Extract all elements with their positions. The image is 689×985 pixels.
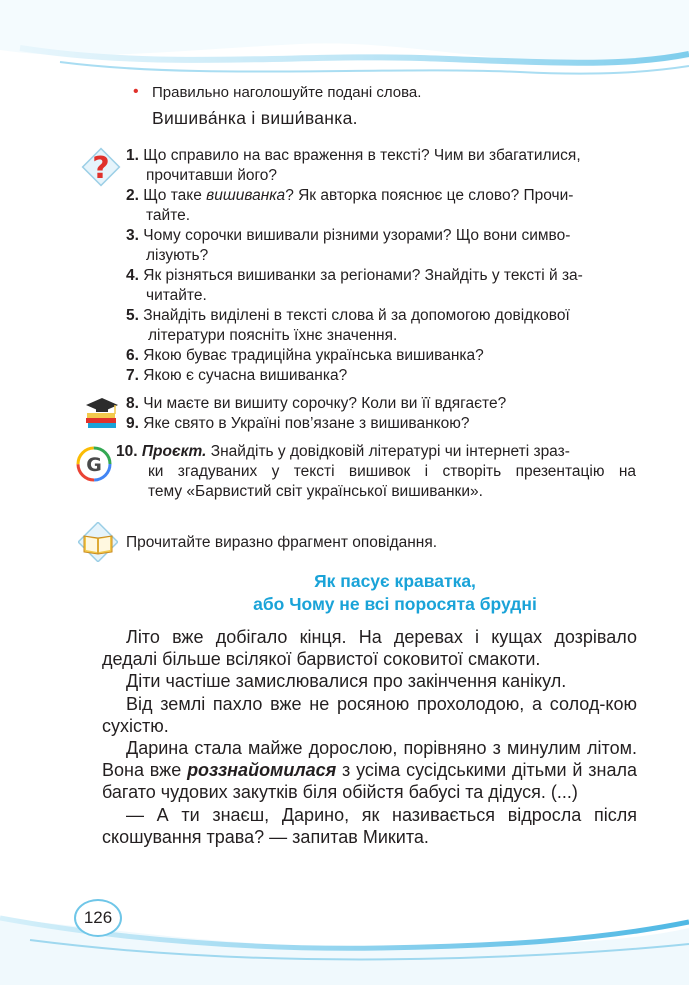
question-text-cont: читайте. bbox=[146, 287, 207, 304]
question-number: 2. bbox=[126, 187, 139, 204]
question-number: 3. bbox=[126, 227, 139, 244]
story-paragraph-4 bbox=[102, 737, 637, 804]
question-number: 8. bbox=[126, 395, 139, 412]
question-text: Яке свято в Україні пов’язане з вишиванкою? bbox=[143, 415, 470, 432]
question-text-cont: літератури поясніть їхнє значення. bbox=[148, 327, 398, 344]
story-text-run: Дарина стала майже дорослою, порівняно з минулим літом. Вона вже bbox=[102, 738, 637, 781]
question-text: Що таке bbox=[143, 187, 207, 204]
question-text: Чи маєте ви вишиту сорочку? Коли ви її вдягаєте? bbox=[143, 395, 507, 412]
story-text bbox=[102, 626, 637, 848]
question-3 bbox=[126, 226, 636, 266]
question-text: Що справило на вас враження в тексті? Чим ви збагатилися, bbox=[143, 147, 581, 164]
question-1 bbox=[126, 146, 636, 186]
story-paragraph-5: — А ти знаєш, Дарино, як називається відросла після скошування трава? — запитав Микита. bbox=[102, 804, 637, 847]
story-paragraph-1: Літо вже добігало кінця. На деревах і кущах дозрівало дедалі більше всілякої барвистої соковитої смакоти. bbox=[102, 627, 637, 670]
highlighted-word: роззнайомилася bbox=[187, 760, 337, 781]
page-number: 126 bbox=[74, 899, 122, 937]
question-5 bbox=[126, 306, 636, 346]
bullet-dot: • bbox=[133, 83, 139, 100]
question-text: Як різняться вишиванки за регіонами? Знайдіть у тексті й за- bbox=[143, 267, 583, 284]
question-6 bbox=[126, 346, 636, 366]
google-icon bbox=[76, 446, 112, 482]
question-text: Чому сорочки вишивали різними узорами? Що вони симво- bbox=[143, 227, 571, 244]
question-text-cont: тему «Барвистий світ української вишиванки». bbox=[148, 483, 483, 500]
svg-text:G: G bbox=[86, 454, 102, 476]
question-mark-icon bbox=[80, 146, 122, 188]
question-10 bbox=[116, 442, 636, 502]
question-8 bbox=[126, 394, 636, 414]
story-paragraph-3: Від землі пахло вже не росяною прохолодою, а солод-кою сухістю. bbox=[102, 693, 637, 736]
question-text: Знайдіть виділені в тексті слова й за допомогою довідкової bbox=[143, 307, 570, 324]
question-2 bbox=[126, 186, 636, 226]
story-paragraph-2: Діти частіше замислювалися про закінчення канікул. bbox=[126, 671, 567, 692]
question-number: 4. bbox=[126, 267, 139, 284]
question-text-cont: ки згадуваних у тексті вишивок і створіть презентацію на bbox=[148, 463, 636, 480]
question-9 bbox=[126, 414, 636, 434]
stress-words: Вишива́нка і виши́ванка. bbox=[152, 108, 358, 128]
question-text: Знайдіть у довідковій літературі чи інтернеті зраз- bbox=[210, 443, 570, 460]
story-title-line1: Як пасує краватка, bbox=[314, 571, 476, 591]
question-7 bbox=[126, 366, 636, 386]
question-number: 1. bbox=[126, 147, 139, 164]
question-text: Якою є сучасна вишиванка? bbox=[143, 367, 348, 384]
question-number: 10. bbox=[116, 443, 138, 460]
question-number: 7. bbox=[126, 367, 139, 384]
project-label: Проєкт. bbox=[141, 443, 207, 460]
svg-text:?: ? bbox=[92, 151, 110, 186]
open-book-icon bbox=[78, 522, 118, 562]
question-number: 5. bbox=[126, 307, 139, 324]
question-number: 6. bbox=[126, 347, 139, 364]
bullet-instruction: Правильно наголошуйте подані слова. bbox=[152, 84, 422, 101]
question-italic-term: вишиванка bbox=[206, 187, 286, 204]
question-text-cont: тайте. bbox=[146, 207, 191, 224]
question-text: ? Як авторка пояснює це слово? Прочи- bbox=[285, 187, 574, 204]
question-text: Якою буває традиційна українська вишиванка? bbox=[143, 347, 484, 364]
graduation-cap-books-icon bbox=[82, 396, 122, 430]
read-instruction: Прочитайте виразно фрагмент оповідання. bbox=[126, 534, 438, 551]
story-title-line2: або Чому не всі поросята брудні bbox=[253, 594, 537, 614]
question-text-cont: лізують? bbox=[146, 247, 209, 264]
question-number: 9. bbox=[126, 415, 139, 432]
question-4 bbox=[126, 266, 636, 306]
question-text-cont: прочитавши його? bbox=[146, 167, 278, 184]
story-text-run: з усіма сусідськими дітьми й знала багато чудових закутків біля обійстя бабусі та дідуся. (...) bbox=[102, 760, 637, 803]
